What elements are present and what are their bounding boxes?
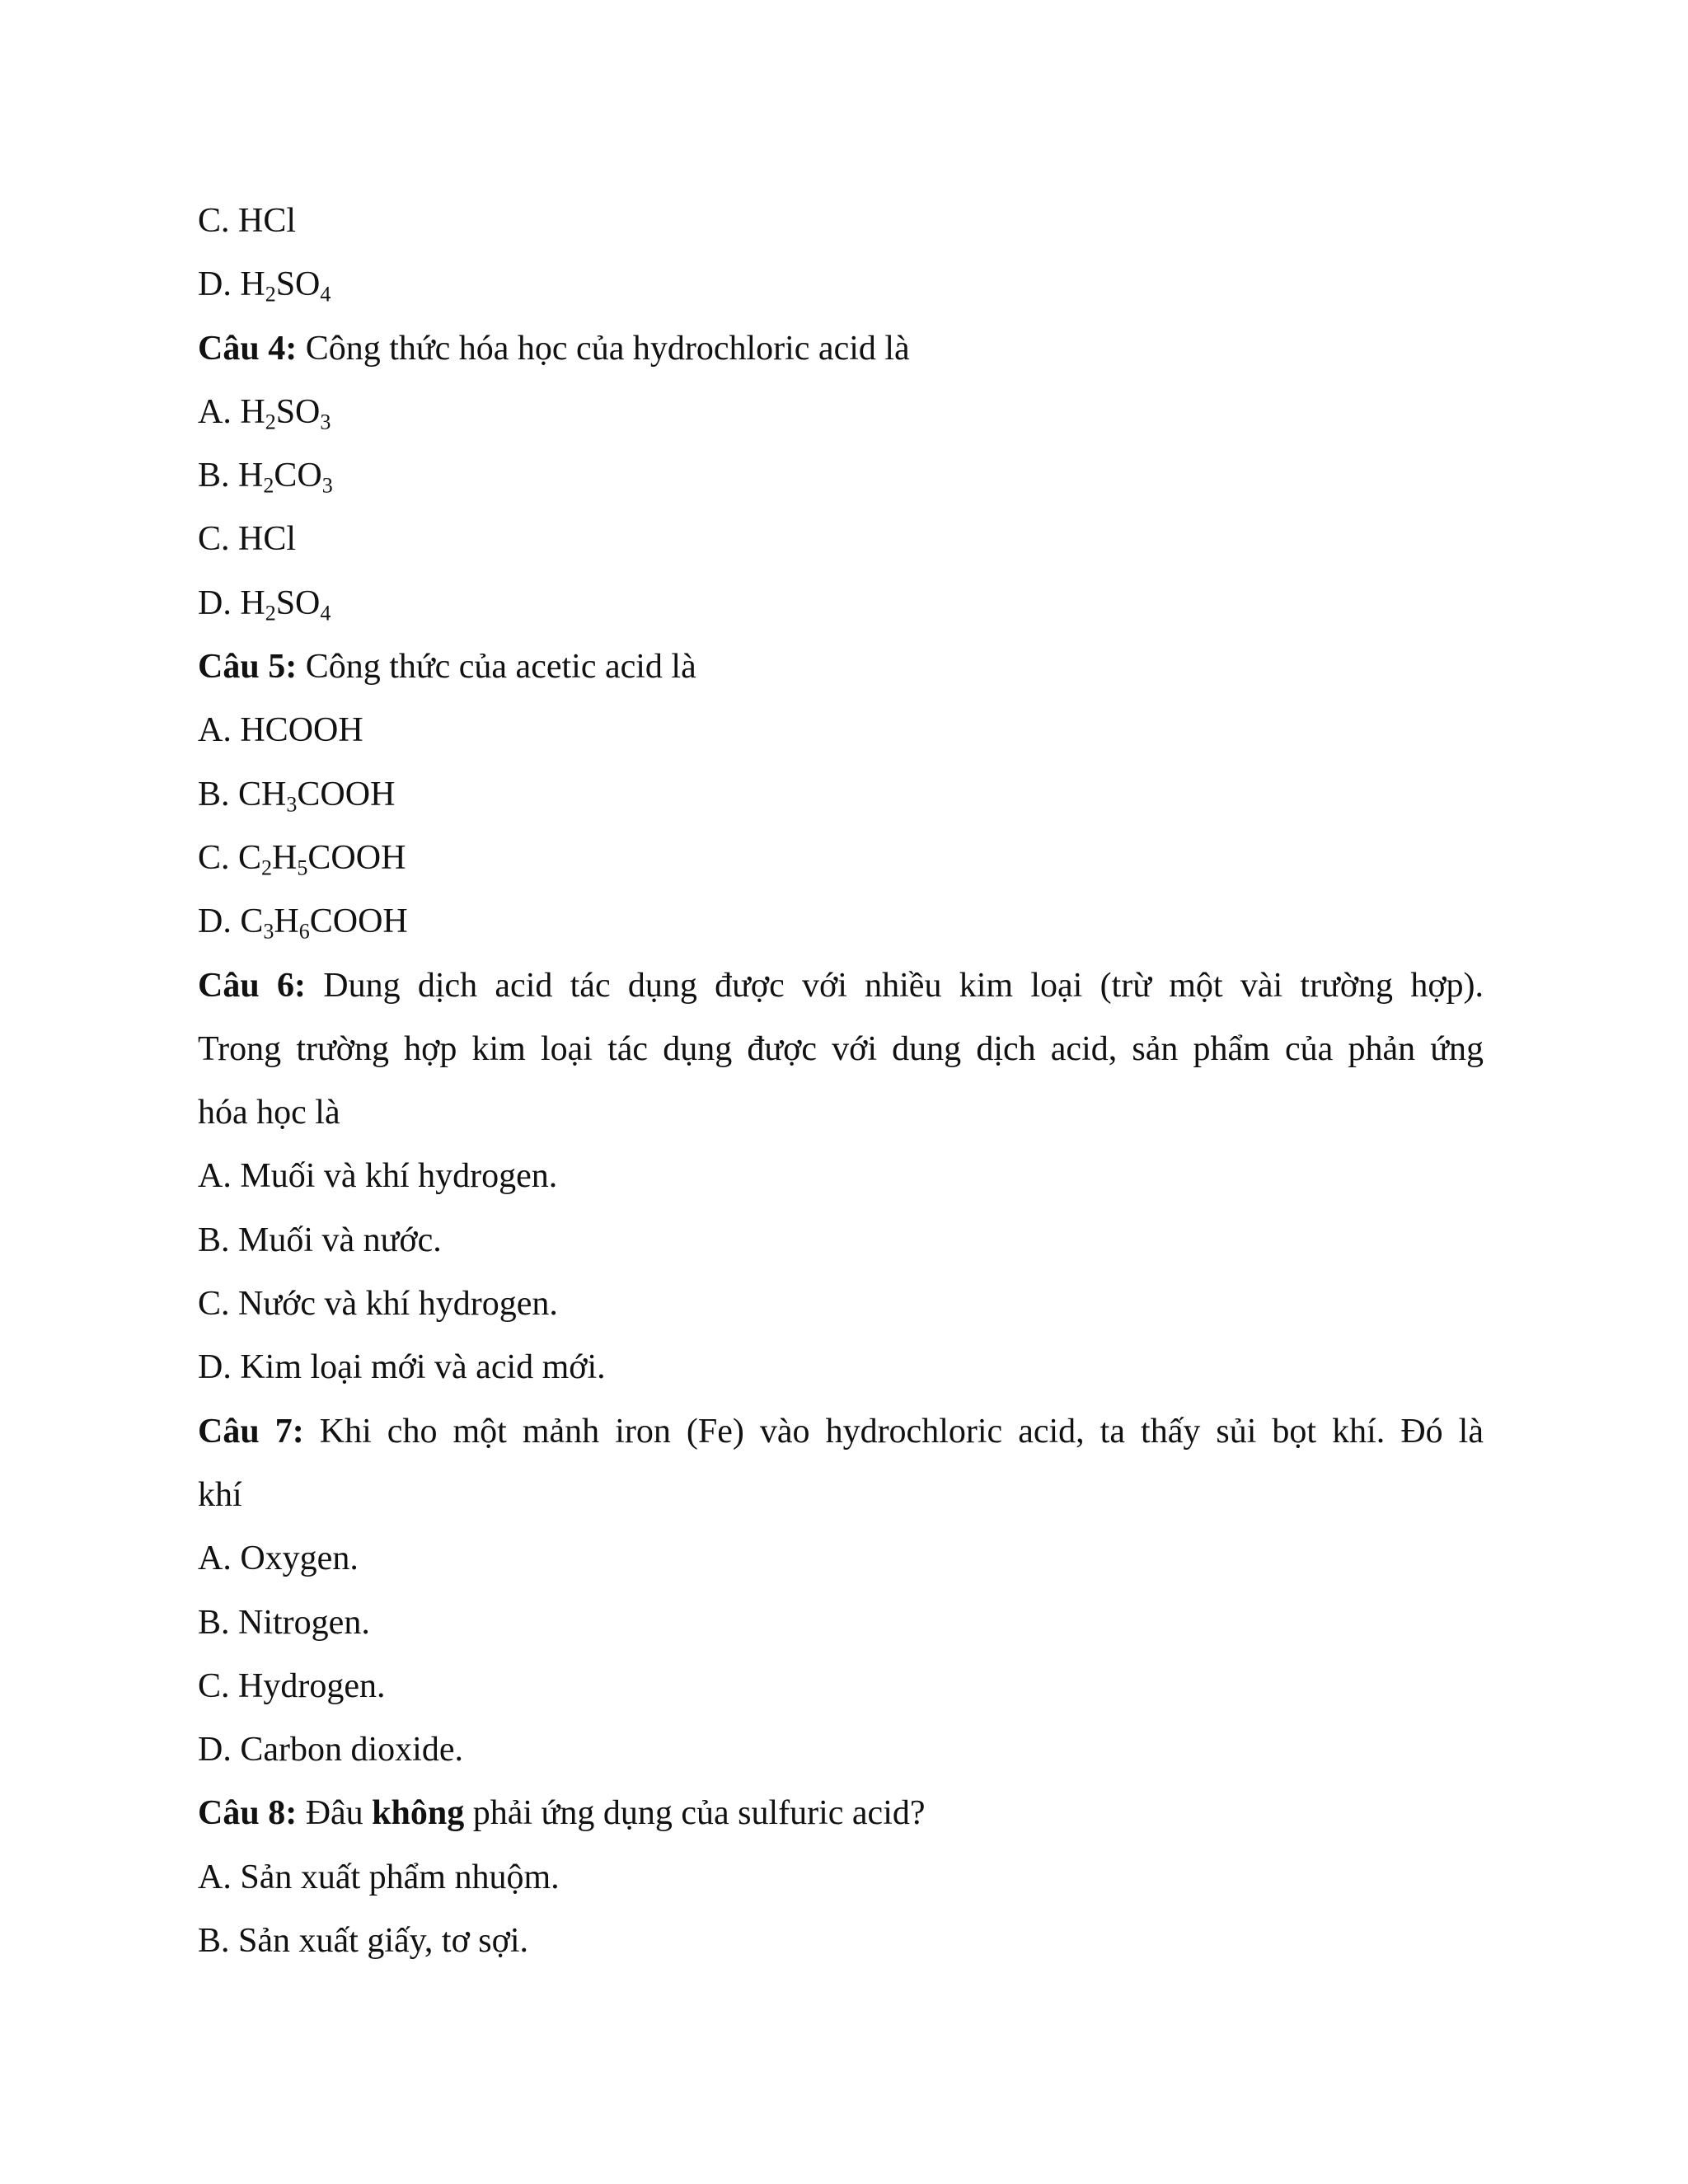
chemical-formula (238, 838, 406, 880)
formula-part: CH (238, 775, 287, 813)
option-letter: C. (198, 202, 230, 240)
subscript: 4 (320, 282, 331, 307)
question-4-line (198, 317, 1484, 381)
option-c (198, 827, 1484, 890)
formula-part: CO (274, 457, 322, 495)
question-text: phải ứng dụng của sulfuric acid? (464, 1794, 926, 1833)
question-6-line (198, 1018, 1484, 1081)
option-letter: C. (198, 838, 230, 877)
option-d (198, 890, 1484, 954)
formula-part: C (240, 902, 264, 941)
question-text: khí (198, 1475, 242, 1514)
option-d (198, 1718, 1484, 1782)
formula-part: SO (275, 265, 321, 304)
formula-part: C (238, 838, 262, 877)
question-label: Câu 8: (198, 1794, 298, 1833)
option-letter: C. (198, 1285, 230, 1324)
option-text: Carbon dioxide. (240, 1731, 463, 1769)
subscript: 2 (261, 855, 273, 880)
option-letter: A. (198, 711, 232, 750)
formula-part: COOH (309, 902, 408, 941)
question-text: hóa học là (198, 1094, 340, 1132)
question-label: Câu 6: (198, 966, 306, 1005)
option-d (198, 572, 1484, 635)
option-b (198, 1910, 1484, 1973)
option-a (198, 381, 1484, 444)
option-text: Sản xuất giấy, tơ sợi. (238, 1922, 529, 1961)
formula-part: HCl (238, 520, 297, 559)
chemical-formula (238, 520, 296, 558)
question-7-line (198, 1464, 1484, 1527)
option-letter: D. (198, 902, 232, 941)
formula-part: H (240, 583, 265, 622)
option-letter: A. (198, 392, 232, 431)
chemical-formula (240, 392, 331, 434)
formula-part: HCOOH (240, 711, 363, 750)
chemical-formula (240, 902, 408, 944)
question-label: Câu 7: (198, 1412, 304, 1451)
option-letter: C. (198, 1666, 230, 1705)
option-text: Oxygen. (240, 1540, 359, 1578)
question-text: Khi cho một mảnh iron (Fe) vào hydrochloric acid, ta thấy sủi bọt khí. Đó là (319, 1412, 1484, 1451)
subscript: 5 (297, 855, 308, 880)
chemical-formula (238, 202, 296, 240)
option-letter: A. (198, 1157, 232, 1196)
option-c (198, 1655, 1484, 1718)
subscript: 2 (265, 601, 276, 626)
option-a (198, 1527, 1484, 1591)
option-b (198, 763, 1484, 827)
question-text: Công thức của acetic acid là (305, 648, 696, 687)
option-c (198, 508, 1484, 571)
subscript: 3 (286, 791, 298, 816)
option-b (198, 444, 1484, 508)
subscript: 2 (265, 410, 276, 434)
option-a (198, 699, 1484, 762)
subscript: 6 (298, 919, 310, 944)
question-6-line (198, 954, 1484, 1018)
question-5-line (198, 635, 1484, 699)
option-d (198, 1336, 1484, 1399)
option-d (198, 253, 1484, 316)
option-letter: B. (198, 1922, 230, 1961)
formula-part: H (240, 265, 265, 304)
option-a (198, 1145, 1484, 1208)
question-text: Trong trường hợp kim loại tác dụng được với dung dịch acid, sản phẩm của phản ứng (198, 1029, 1484, 1068)
formula-part: SO (275, 392, 321, 431)
subscript: 3 (263, 919, 274, 944)
option-text: Kim loại mới và acid mới. (240, 1348, 606, 1387)
option-text: Muối và khí hydrogen. (240, 1157, 558, 1196)
subscript: 2 (265, 282, 276, 307)
option-letter: C. (198, 520, 230, 559)
formula-part: H (238, 457, 264, 495)
question-7-line (198, 1400, 1484, 1464)
option-letter: D. (198, 1348, 232, 1387)
formula-part: COOH (297, 775, 396, 813)
option-text: Nitrogen. (238, 1603, 370, 1642)
option-letter: D. (198, 265, 232, 304)
chemical-formula (238, 457, 333, 498)
chemical-formula (240, 265, 331, 307)
question-6-line (198, 1081, 1484, 1145)
option-letter: B. (198, 1221, 230, 1259)
quiz-content (198, 190, 1484, 1973)
subscript: 3 (320, 410, 331, 434)
question-label: Câu 5: (198, 648, 298, 687)
option-letter: D. (198, 583, 232, 622)
option-letter: B. (198, 457, 230, 495)
subscript: 3 (321, 473, 333, 498)
option-b (198, 1591, 1484, 1655)
question-text: Đâu (305, 1794, 373, 1833)
formula-part: H (272, 838, 298, 877)
chemical-formula (240, 583, 331, 626)
formula-part: SO (275, 583, 321, 622)
option-letter: D. (198, 1731, 232, 1769)
formula-part: HCl (238, 202, 297, 240)
option-c (198, 190, 1484, 253)
chemical-formula (240, 711, 363, 749)
chemical-formula (238, 775, 396, 816)
option-text: Sản xuất phẩm nhuộm. (240, 1858, 560, 1896)
option-c (198, 1272, 1484, 1336)
option-letter: A. (198, 1540, 232, 1578)
option-letter: B. (198, 1603, 230, 1642)
option-letter: B. (198, 775, 230, 813)
question-text: Dung dịch acid tác dụng được với nhiều kim loại (trừ một vài trường hợp). (323, 966, 1484, 1005)
option-b (198, 1209, 1484, 1272)
emphasis-text: không (372, 1794, 465, 1833)
option-text: Nước và khí hydrogen. (238, 1285, 558, 1324)
formula-part: COOH (307, 838, 406, 877)
question-text: Công thức hóa học của hydrochloric acid là (305, 329, 910, 368)
subscript: 2 (263, 473, 274, 498)
option-letter: A. (198, 1858, 232, 1896)
option-text: Muối và nước. (238, 1221, 442, 1259)
question-label: Câu 4: (198, 329, 298, 368)
formula-part: H (240, 392, 265, 431)
option-a (198, 1846, 1484, 1910)
option-text: Hydrogen. (238, 1666, 386, 1705)
formula-part: H (274, 902, 299, 941)
question-8-line (198, 1782, 1484, 1845)
subscript: 4 (320, 601, 331, 626)
